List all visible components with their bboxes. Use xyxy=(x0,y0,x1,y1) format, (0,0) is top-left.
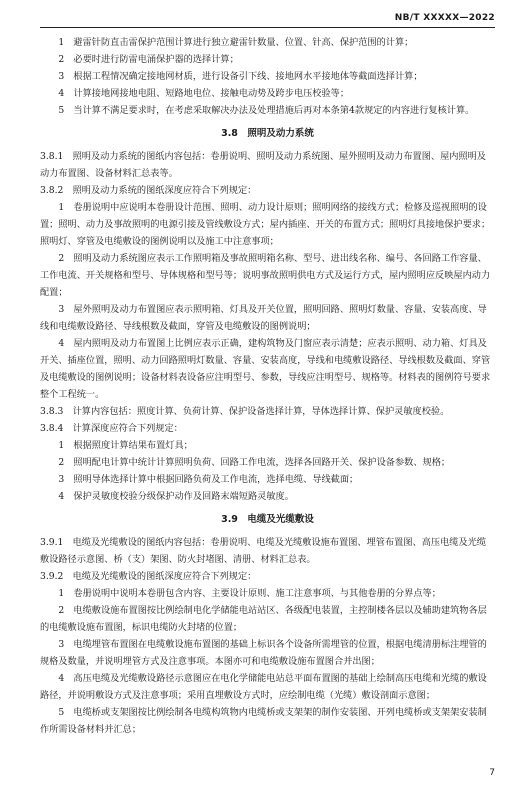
page-number: 7 xyxy=(489,768,495,778)
list-item: 5 当计算不满足要求时，在考虑采取解决办法及处理措施后再对本条第4款规定的内容进行复核计算。 xyxy=(58,105,475,116)
list-item: 4 保护灵敏度校验分级保护动作及回路末端短路灵敏度。 xyxy=(58,491,294,502)
list-item: 3 电缆埋管布置图在电缆敷设施布置图的基础上标识各个设备所需埋管的位置，根据电缆清册标注埋管的规格及数量，并说明埋管方式及注意事项。本图亦可和电缆敷设施布置图合并出图； xyxy=(40,639,487,667)
page-content xyxy=(40,34,495,738)
clause-3-9-2: 3.9.2 电缆及光缆敷设的图纸深度应符合下列规定： xyxy=(40,571,257,582)
section-heading-3-9: 3.9 电缆及光缆敷设 xyxy=(221,514,314,525)
clause-3-8-1: 3.8.1 照明及动力系统的图纸内容包括：卷册说明、照明及动力系统图、屋外照明及动力布置图、屋内照明及动力布置图、设备材料汇总表等。 xyxy=(40,151,486,179)
list-item: 5 电缆桥或支架图按比例绘制各电缆构筑物内电缆桥或支架架的制作安装图、开列电缆桥或支架架安装制作所需设备材料并汇总； xyxy=(40,707,487,735)
clause-3-8-4: 3.8.4 计算深度应符合下列规定： xyxy=(40,423,183,434)
list-item: 2 照明配电计算中统计计算照明负荷、回路工作电流，选择各回路开关、保护设备参数、规格； xyxy=(58,457,451,468)
list-item: 1 卷册说明中应说明本卷册设计范围、照明、动力设计原则；照明网络的接线方式；检修及巡视照明的设置；照明、动力及事故照明的电源引接及管线敷设方式；屋内插座、开关的布置方式；照明灯具接地保护要求；照明灯、穿管及电缆敷设的图例说明以及施工中注意事项； xyxy=(40,202,491,247)
clause-3-8-3: 3.8.3 计算内容包括：照度计算、负荷计算、保护设备选择计算，导体选择计算、保护灵敏度校验。 xyxy=(40,406,450,417)
section-heading-3-8: 3.8 照明及动力系统 xyxy=(221,128,314,139)
list-item: 1 根据照度计算结果布置灯具； xyxy=(58,440,193,451)
list-item: 2 电缆敷设施布置图按比例绘制电化学储能电站站区、各级配电装置，主控制楼各层以及辅助建筑物各层的电缆敷设施布置图，标识电缆防火封堵的位置； xyxy=(40,605,487,633)
list-item: 3 根据工程情况确定接地网材质，进行设备引下线、接地网水平接地体等截面选择计算； xyxy=(58,71,423,82)
list-item: 1 避雷针防直击雷保护范围计算进行独立避雷针数量、位置、针高、保护范围的计算； xyxy=(58,37,414,48)
clause-3-9-1: 3.9.1 电缆及光缆敷设的图纸内容包括：卷册说明、电缆及光缆敷设施布置图、埋管布置图、高压电缆及光缆敷设路径示意图、桥（支）架图、防火封堵图、清册、材料汇总表。 xyxy=(40,537,486,565)
list-item: 3 照明导体选择计算中根据回路负荷及工作电流，选择电缆、导线截面； xyxy=(58,474,359,485)
list-item: 4 高压电缆及光缆敷设路径示意图应在电化学储能电站总平面布置图的基础上绘制高压电缆和光缆的敷设路径，并说明敷设方式及注意事项；采用直埋敷设方式时，应绘制电缆（光缆）敷设剖面示意图； xyxy=(40,673,487,701)
list-item: 1 卷册说明中说明本卷册包含内容、主要设计原则、施工注意事项、与其他卷册的分界点等； xyxy=(58,588,441,599)
list-item: 4 计算接地网接地电阻、短路地电位、接触电动势及跨步电压校验等； xyxy=(58,88,350,99)
standard-number: NB/T XXXXX—2022 xyxy=(394,13,495,23)
list-item: 3 屋外照明及动力布置图应表示照明箱、灯具及开关位置，照明回路、照明灯数量、容量、安装高度、导线和电缆敷设路径、导线根数及截面，穿管及电缆敷设的图例说明； xyxy=(40,304,487,332)
list-item: 2 照明及动力系统图应表示工作照明箱及事故照明箱名称、型号、进出线名称、编号、各回路工作容量、工作电流、开关规格和型号、导体规格和型号等；说明事故照明供电方式及运行方式，屋内照明应反映屋内动力配置； xyxy=(40,253,491,298)
header-rule xyxy=(40,27,495,28)
list-item: 2 必要时进行防雷电涌保护器的选择计算； xyxy=(58,54,239,65)
clause-3-8-2: 3.8.2 照明及动力系统的图纸深度应符合下列规定： xyxy=(40,185,257,196)
list-item: 4 屋内照明及动力布置图上比例应表示正确，建构筑物及门窗应表示清楚；应表示照明、动力箱、灯具及开关、插座位置，照明、动力回路照明灯数量、容量、安装高度，导线和电缆敷设路径、导线根数及截面、穿管及电缆敷设的图例说明；设备材料表设备应注明型号、参数，导线应注明型号、规格等。材料表的图例符号要求整个工程统一。 xyxy=(40,338,491,400)
